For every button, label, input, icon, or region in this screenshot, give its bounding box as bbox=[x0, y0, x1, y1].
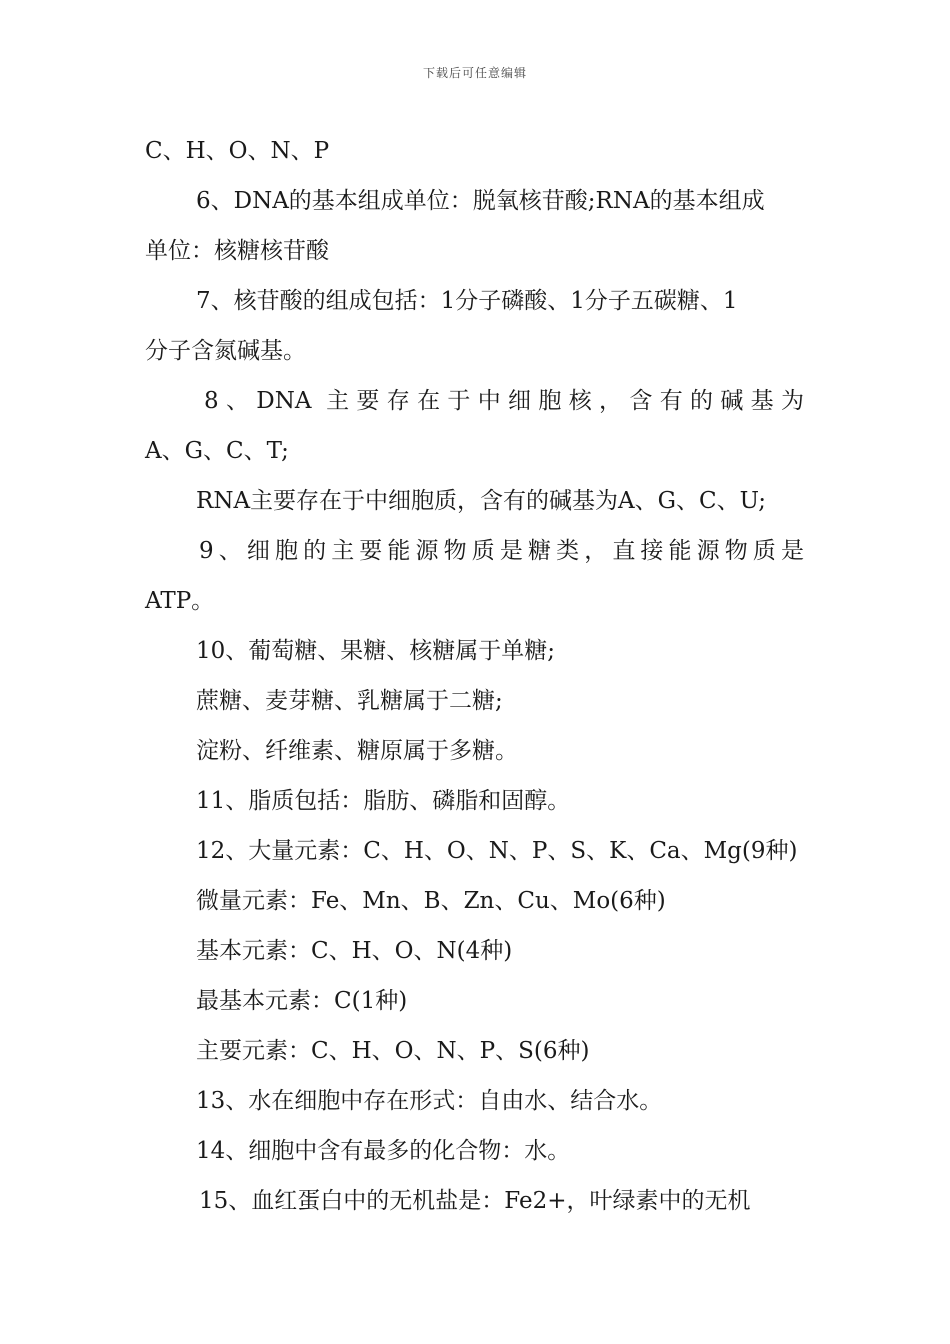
text-line: 基本元素：C、H、O、N(4种) bbox=[196, 938, 513, 964]
text-line: 最基本元素：C(1种) bbox=[196, 988, 408, 1014]
text-line: 7、核苷酸的组成包括：1分子磷酸、1分子五碳糖、1 bbox=[196, 288, 738, 314]
text-line: 15、血红蛋白中的无机盐是：Fe2+，叶绿素中的无机 bbox=[199, 1188, 751, 1214]
text-line: 6、DNA的基本组成单位：脱氧核苷酸;RNA的基本组成 bbox=[196, 188, 765, 214]
text-line: 13、水在细胞中存在形式：自由水、结合水。 bbox=[196, 1088, 663, 1114]
text-line: 14、细胞中含有最多的化合物：水。 bbox=[196, 1138, 571, 1164]
text-line: ATP。 bbox=[145, 588, 215, 614]
text-line: 9、细胞的主要能源物质是糖类，直接能源物质是 bbox=[199, 538, 804, 564]
text-line: 单位：核糖核苷酸 bbox=[145, 238, 329, 264]
text-line: C、H、O、N、P bbox=[145, 138, 330, 164]
text-line: 11、脂质包括：脂肪、磷脂和固醇。 bbox=[196, 788, 571, 814]
text-line: 淀粉、纤维素、糖原属于多糖。 bbox=[196, 738, 518, 764]
text-line: 蔗糖、麦芽糖、乳糖属于二糖; bbox=[196, 688, 503, 714]
text-line: A、G、C、T; bbox=[145, 438, 289, 464]
page-header: 下载后可任意编辑 bbox=[422, 66, 527, 80]
text-line: 10、葡萄糖、果糖、核糖属于单糖; bbox=[196, 638, 556, 664]
text-line: RNA主要存在于中细胞质，含有的碱基为A、G、C、U; bbox=[196, 488, 766, 514]
text-line: 8、DNA 主要存在于中细胞核，含有的碱基为 bbox=[204, 388, 804, 414]
text-line: 微量元素：Fe、Mn、B、Zn、Cu、Mo(6种) bbox=[196, 888, 666, 914]
text-line: 主要元素：C、H、O、N、P、S(6种) bbox=[196, 1038, 590, 1064]
text-line: 分子含氮碱基。 bbox=[145, 338, 306, 364]
text-line: 12、大量元素：C、H、O、N、P、S、K、Ca、Mg(9种) bbox=[196, 838, 798, 864]
